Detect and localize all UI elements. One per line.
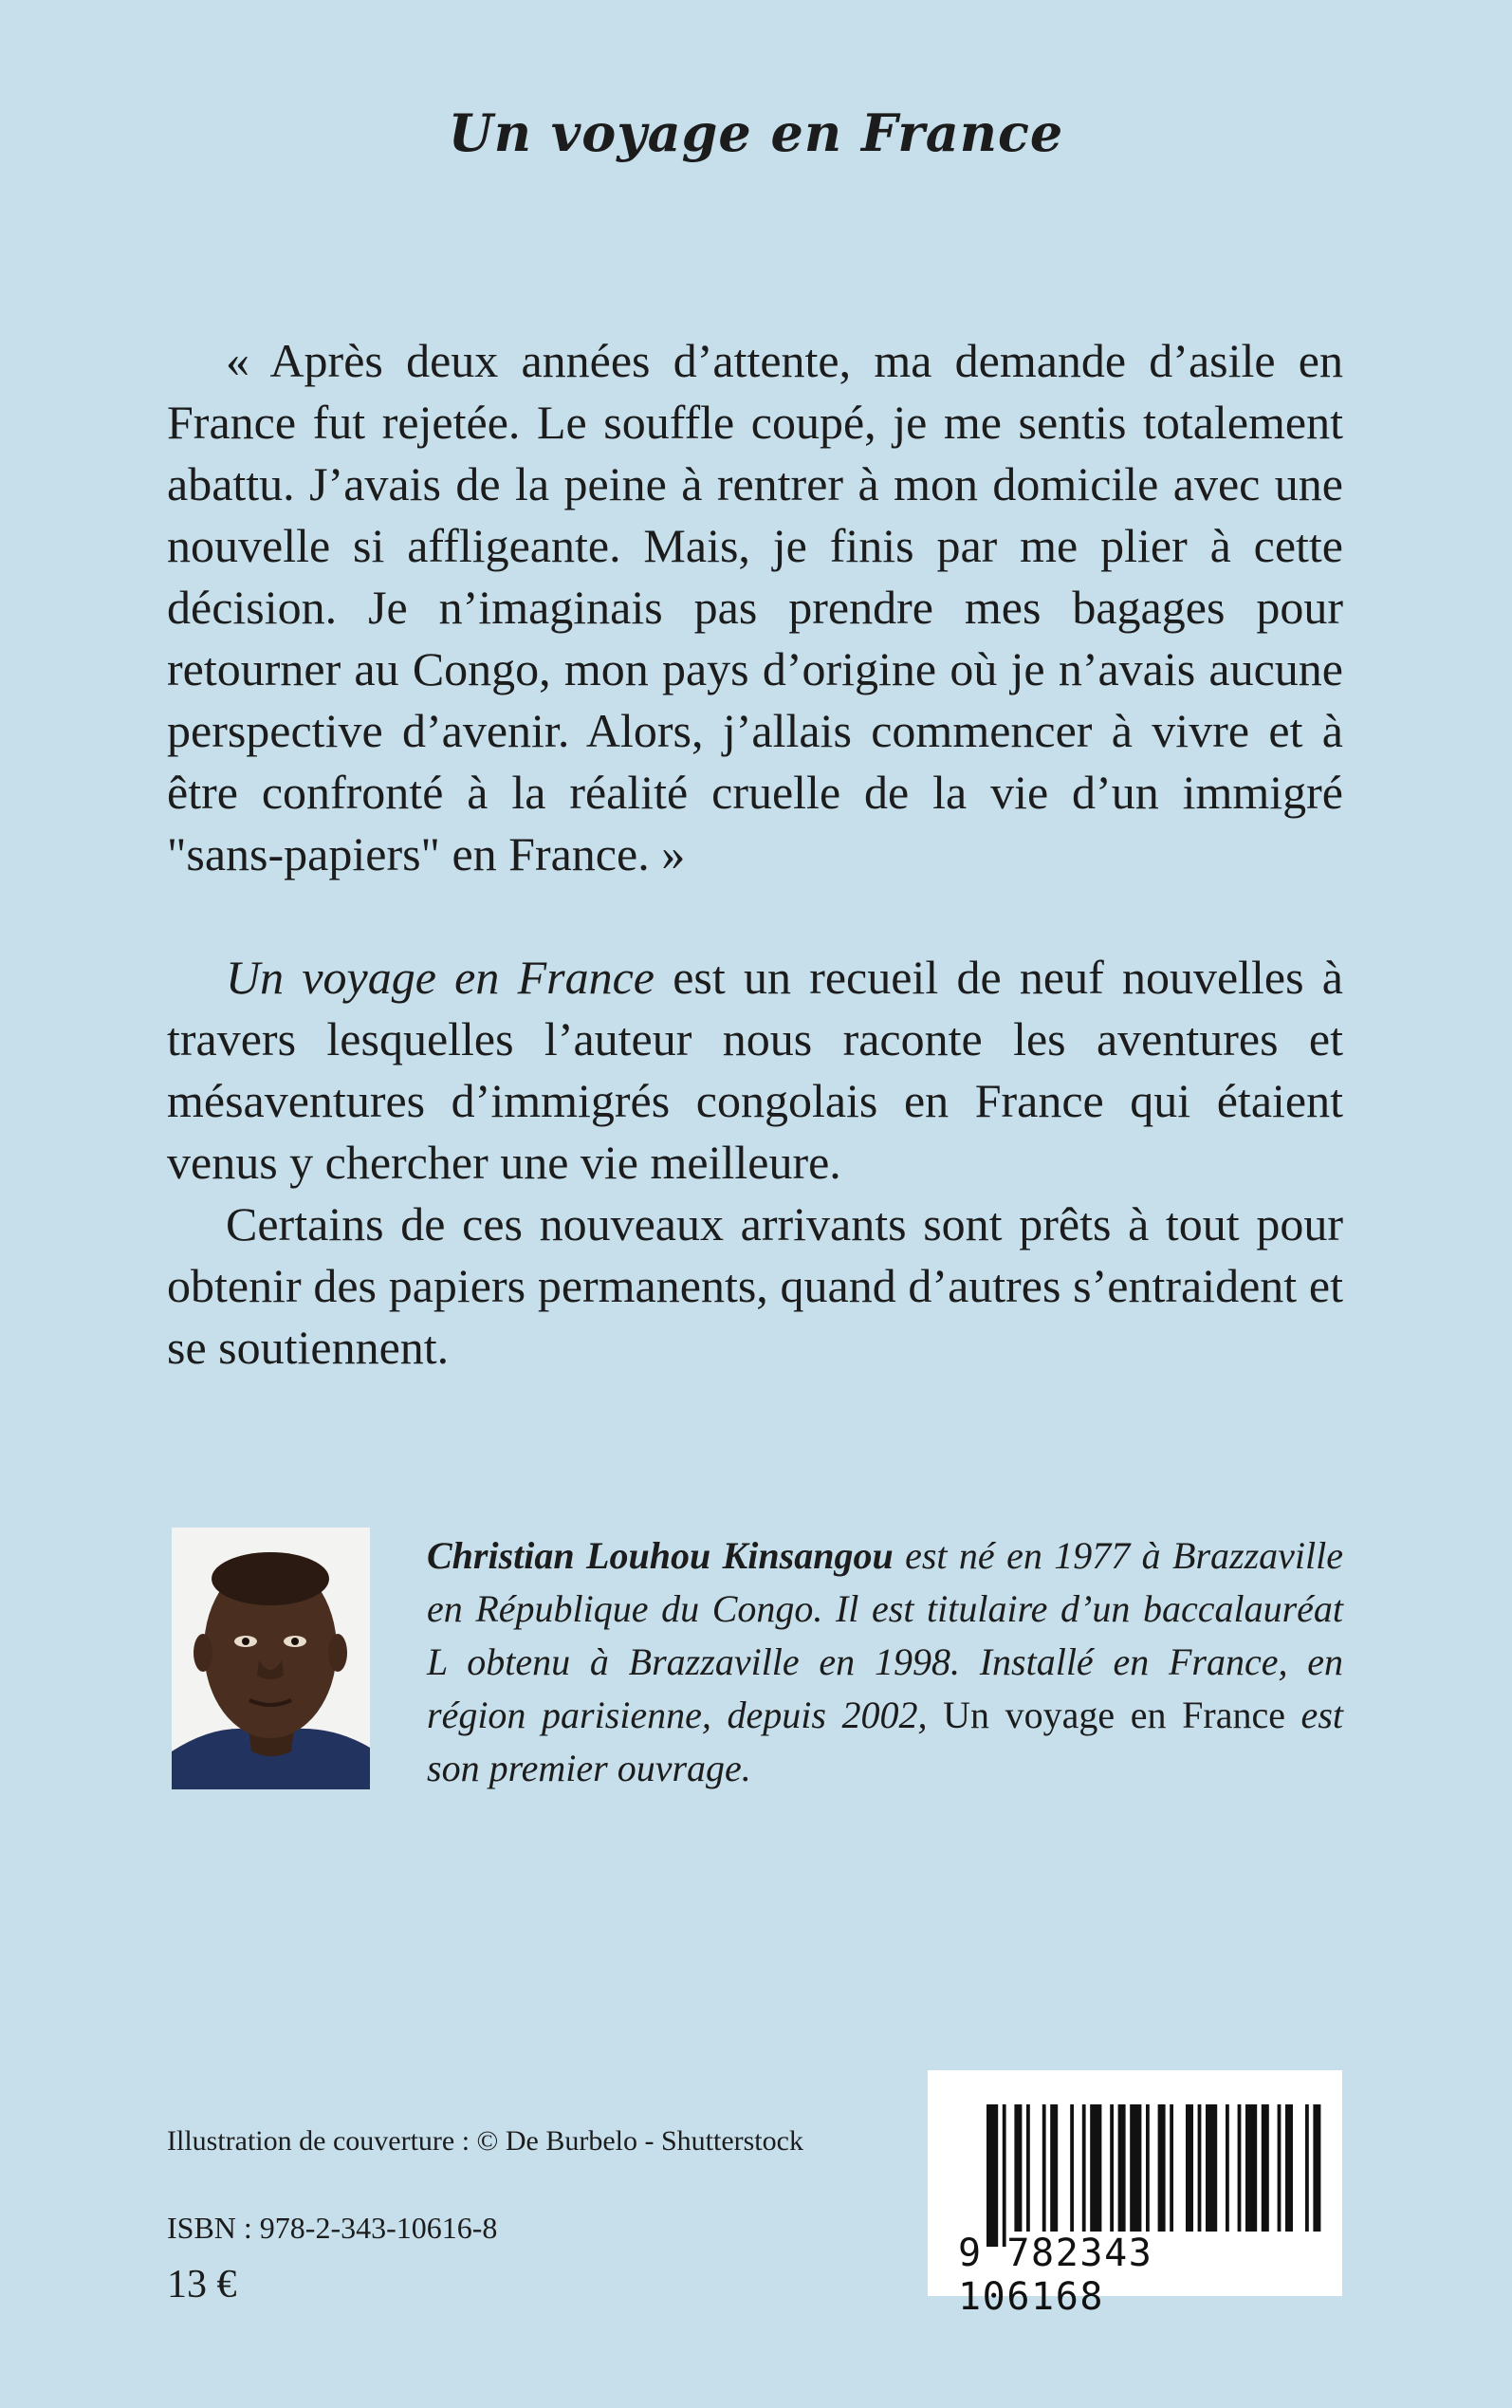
barcode-bar — [1070, 2104, 1074, 2232]
barcode-bar — [1262, 2104, 1269, 2232]
barcode-bar — [1226, 2104, 1229, 2232]
barcode-bar — [1014, 2104, 1022, 2232]
barcode-bar — [1118, 2104, 1126, 2232]
barcode-bar — [1146, 2104, 1150, 2232]
barcode — [928, 2070, 1342, 2319]
price: 13 € — [167, 2263, 237, 2306]
cover-credits: Illustration de couverture : © De Burbelo - Shutterstock — [167, 2125, 803, 2157]
author-bio-ending: est son premier ouvrage. — [427, 1694, 1343, 1789]
barcode-bar — [1198, 2104, 1202, 2232]
barcode-bar — [1090, 2104, 1101, 2232]
barcode-bar — [1130, 2104, 1141, 2232]
book-title: Un voyage en France — [448, 102, 1064, 163]
author-bio-text: est né en 1977 à Brazzaville en République du Congo. Il est titulaire d’un baccalauréat L obtenu à Brazzaville en 1998. Installé en France, en région parisienne, depuis 2002, — [427, 1534, 1343, 1736]
barcode-bar — [1278, 2104, 1282, 2232]
barcode-bar — [1158, 2104, 1166, 2232]
barcode-bar — [1206, 2104, 1217, 2232]
author-portrait-image — [172, 1528, 370, 1789]
barcode-bar — [1245, 2104, 1257, 2232]
summary-paragraph — [167, 947, 1343, 1194]
summary-text: est un recueil de neuf nouvelles à travers lesquelles l’auteur nous raconte les aventures et mésaventures d’immigrés congolais en France qui étaient venus y chercher une vie meilleure. — [167, 951, 1344, 1189]
barcode-bar — [1238, 2104, 1242, 2232]
barcode-digits: 9 782343 106168 — [958, 2232, 1153, 2319]
quote-paragraph: « Après deux années d’attente, ma demande d’asile en France fut rejetée. Le souffle coupé, je me sentis totalement abattu. J’avais de la peine à rentrer à mon domicile avec une nouvelle si affligeante. Mais, je finis par me plier à cette décision. Je n’imaginais pas prendre mes bagages pour retourner au Congo, mon pays d’origine où je n’avais aucune perspective d’avenir. Alors, j’allais commencer à vivre et à être confronté à la réalité cruelle de la vie d’un immigré "sans-papiers" en France. » — [167, 334, 1343, 880]
barcode-bar — [1050, 2104, 1058, 2232]
barcode-bar — [1082, 2104, 1086, 2232]
summary-paragraph-2: Certains de ces nouveaux arrivants sont prêts à tout pour obtenir des papiers permanents, quand d’autres s’entraident et se soutiennent. — [167, 1197, 1343, 1374]
barcode-bar — [1042, 2104, 1046, 2232]
barcode-bar — [1026, 2104, 1030, 2232]
barcode-bar — [1285, 2104, 1293, 2232]
author-photo — [172, 1528, 370, 1789]
barcode-bar — [1186, 2104, 1193, 2232]
author-bio — [427, 1529, 1343, 1795]
author-name: Christian Louhou Kinsangou — [427, 1534, 894, 1577]
barcode-bar — [1313, 2104, 1320, 2232]
barcode-bar — [1305, 2104, 1309, 2232]
isbn: ISBN : 978-2-343-10616-8 — [167, 2211, 498, 2245]
barcode-bar — [1110, 2104, 1114, 2232]
barcode-bar — [1003, 2104, 1006, 2247]
barcode-bar — [1170, 2104, 1173, 2232]
summary-book-title: Un voyage en France — [226, 951, 655, 1004]
barcode-bar — [986, 2104, 998, 2247]
author-bio-book-title: Un voyage en France — [943, 1694, 1285, 1736]
